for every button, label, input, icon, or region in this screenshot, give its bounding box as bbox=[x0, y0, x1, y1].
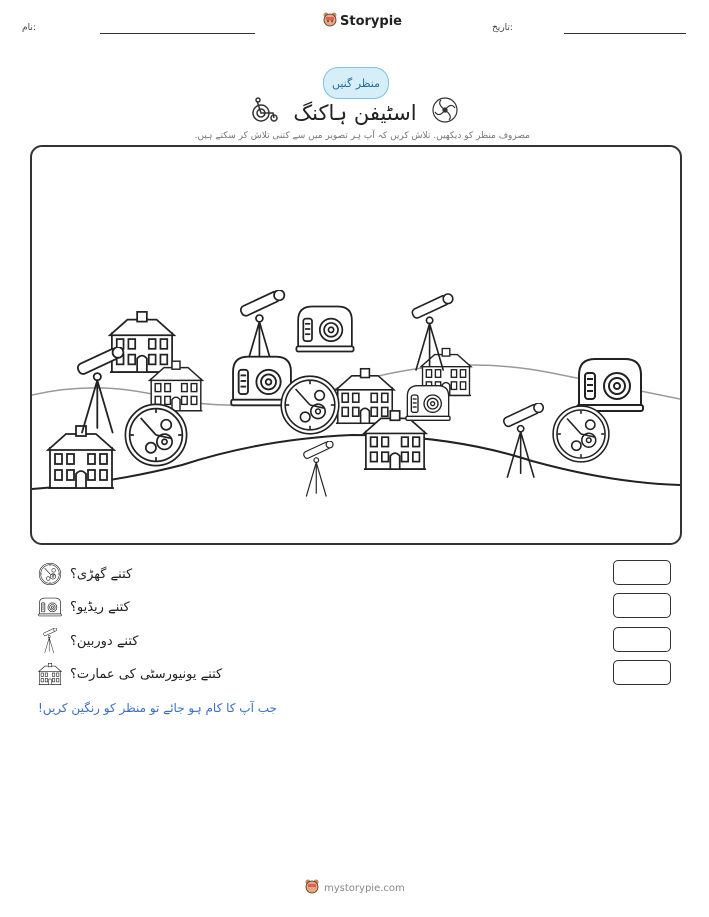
answer-box-university[interactable] bbox=[613, 660, 671, 685]
radio-icon bbox=[38, 595, 62, 619]
radio bbox=[577, 359, 643, 411]
bear-mascot-icon bbox=[305, 879, 319, 897]
question-row-clock bbox=[38, 561, 278, 587]
university-building bbox=[110, 312, 174, 372]
radio bbox=[296, 306, 353, 351]
clock bbox=[553, 406, 609, 462]
page-subtitle: مصروف منظر کو دیکھیں. تلاش کریں کہ آپ ہر تصویر میں سے کتنی تلاش کر سکتے ہیں. bbox=[194, 131, 530, 141]
question-text: کتنے ریڈیو؟ bbox=[70, 599, 130, 615]
university-building bbox=[48, 426, 114, 488]
question-text: کتنے دوربین؟ bbox=[70, 633, 139, 649]
question-row-radio bbox=[38, 594, 278, 620]
clock-icon bbox=[38, 562, 62, 586]
date-label: تاریخ: bbox=[492, 23, 513, 33]
clock bbox=[281, 376, 339, 434]
bear-mascot-icon bbox=[323, 12, 337, 31]
date-line[interactable] bbox=[564, 33, 686, 34]
telescope bbox=[76, 347, 123, 433]
brand-name: Storypie bbox=[340, 14, 402, 29]
title-row bbox=[200, 96, 510, 129]
storypie-logo bbox=[323, 12, 402, 31]
question-text: کتنے یونیورسٹی کی عمارت؟ bbox=[70, 666, 223, 682]
question-row-telescope bbox=[38, 628, 278, 654]
wheelchair-icon bbox=[251, 97, 279, 128]
search-scene bbox=[30, 145, 682, 545]
scene-illustration bbox=[32, 147, 680, 543]
name-label: نام: bbox=[22, 23, 36, 33]
university-building-icon bbox=[38, 662, 62, 686]
clock bbox=[125, 404, 186, 465]
answer-box-radio[interactable] bbox=[613, 593, 671, 618]
activity-tag: منظر گنیں bbox=[323, 67, 389, 99]
question-text: کتنے گھڑی؟ bbox=[70, 566, 133, 582]
name-line[interactable] bbox=[100, 33, 255, 34]
footer-url[interactable]: mystorypie.com bbox=[324, 882, 405, 894]
telescope bbox=[502, 403, 543, 477]
telescope bbox=[303, 441, 333, 496]
page-title: اسٹیفن ہاکنگ bbox=[293, 100, 417, 125]
answer-box-telescope[interactable] bbox=[613, 627, 671, 652]
question-row-university bbox=[38, 661, 278, 687]
radio bbox=[406, 386, 450, 421]
coloring-instruction: جب آپ کا کام ہو جائے تو منظر کو رنگین کریں! bbox=[38, 701, 277, 715]
footer bbox=[305, 879, 405, 897]
galaxy-icon bbox=[431, 96, 459, 129]
answer-box-clock[interactable] bbox=[613, 560, 671, 585]
telescope-icon bbox=[38, 629, 62, 653]
university-building bbox=[336, 369, 394, 423]
